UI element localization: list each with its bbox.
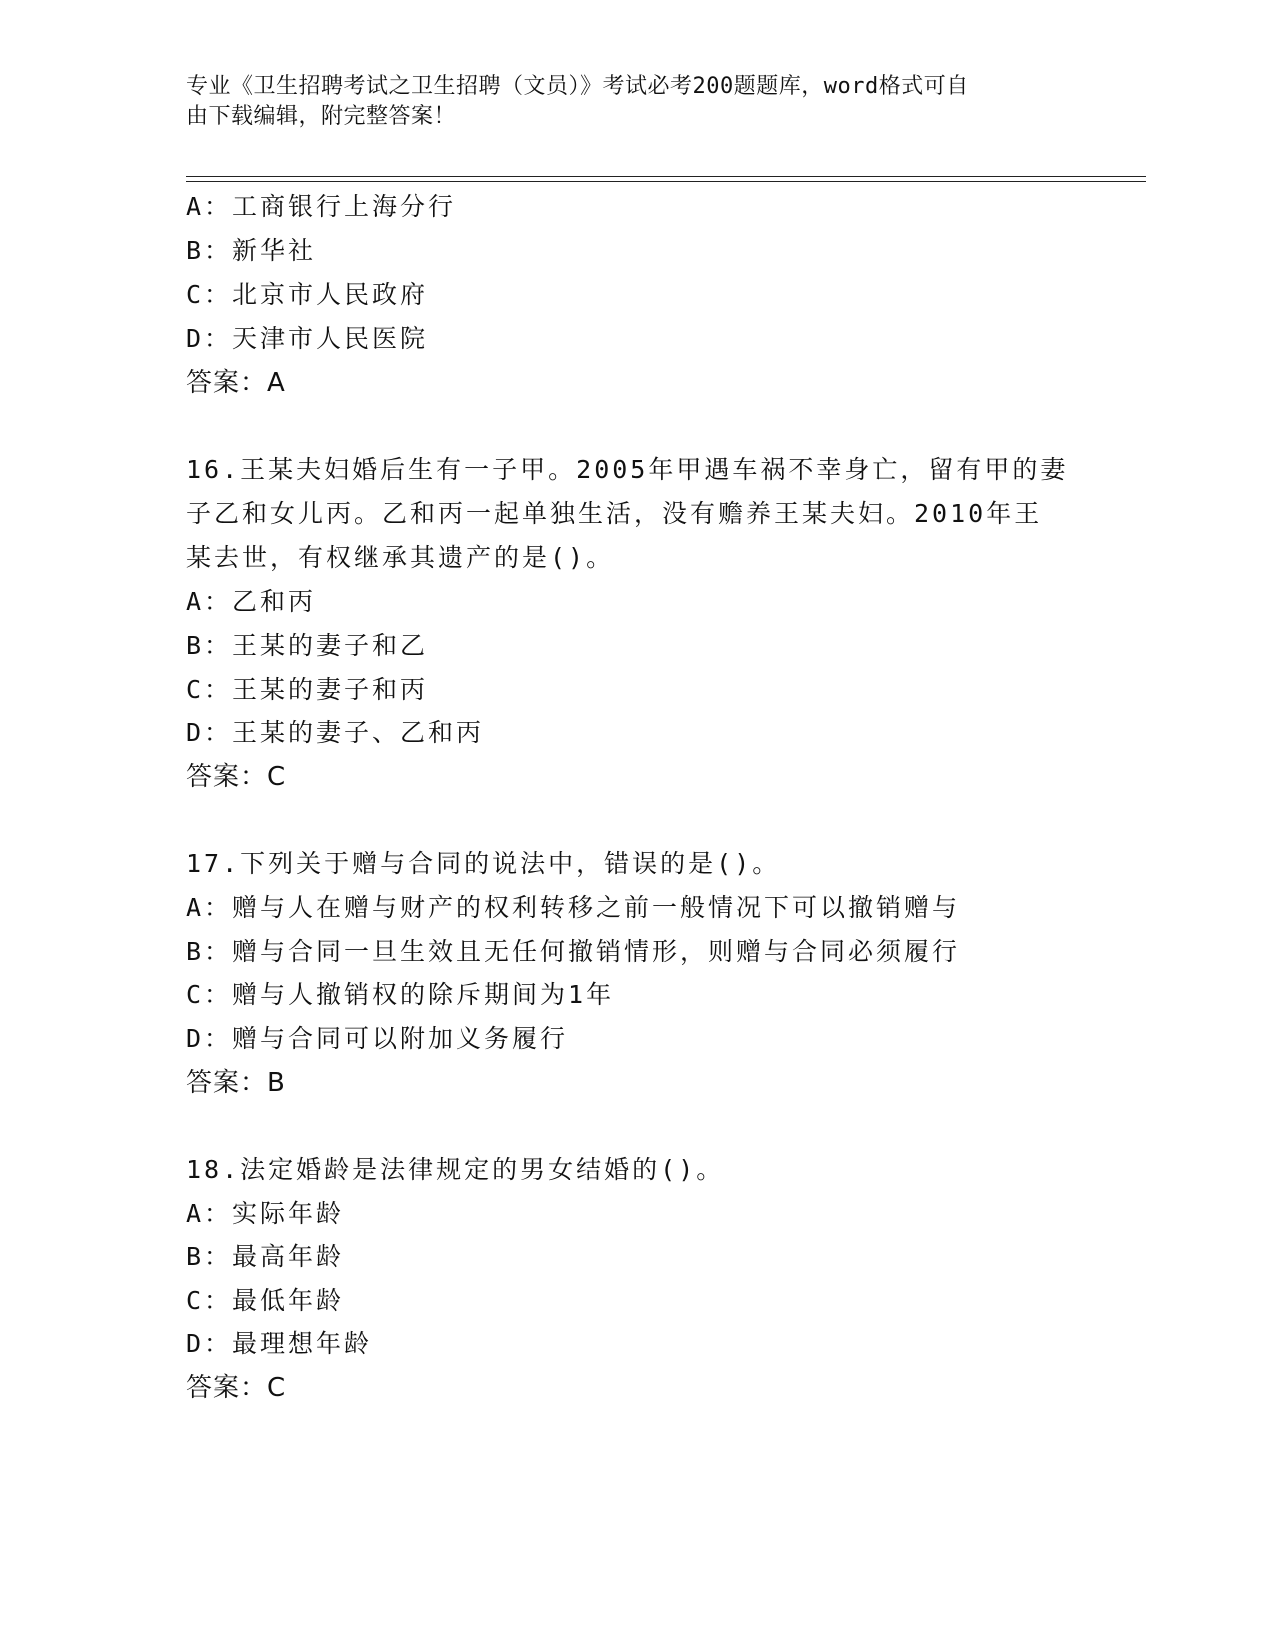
q17-stem-line-1: 17.下列关于赠与合同的说法中，错误的是()。	[186, 849, 781, 878]
q17-answer: 答案：B	[186, 1068, 286, 1098]
q16-option-b: B：王某的妻子和乙	[186, 631, 429, 660]
q16-answer: 答案：C	[186, 762, 287, 792]
q17-option-a: A：赠与人在赠与财产的权利转移之前一般情况下可以撤销赠与	[186, 893, 961, 922]
q18-answer: 答案：C	[186, 1373, 287, 1403]
q16-stem-line-2: 子乙和女儿丙。乙和丙一起单独生活，没有赡养王某夫妇。2010年王	[186, 499, 1043, 528]
q16-stem-line-1: 16.王某夫妇婚后生有一子甲。2005年甲遇车祸不幸身亡，留有甲的妻	[186, 455, 1069, 484]
header-divider-bottom	[186, 181, 1146, 182]
q16-option-a: A：乙和丙	[186, 587, 317, 616]
q17-option-b: B：赠与合同一旦生效且无任何撤销情形，则赠与合同必须履行	[186, 937, 961, 966]
q18-option-a: A：实际年龄	[186, 1199, 345, 1228]
prev-option-c: C：北京市人民政府	[186, 280, 429, 309]
prev-option-b: B：新华社	[186, 236, 317, 265]
q16-stem-line-3: 某去世，有权继承其遗产的是()。	[186, 543, 615, 572]
header-line-2: 由下载编辑，附完整答案！	[186, 104, 457, 129]
prev-option-d: D：天津市人民医院	[186, 324, 429, 353]
q18-option-c: C：最低年龄	[186, 1286, 345, 1315]
q17-option-d: D：赠与合同可以附加义务履行	[186, 1024, 569, 1053]
header-line-1: 专业《卫生招聘考试之卫生招聘（文员）》考试必考200题题库，word格式可自	[186, 74, 969, 99]
q18-option-b: B：最高年龄	[186, 1242, 345, 1271]
prev-answer: 答案：A	[186, 368, 286, 398]
prev-option-a: A：工商银行上海分行	[186, 192, 457, 221]
header-divider-top	[186, 176, 1146, 177]
q16-option-d: D：王某的妻子、乙和丙	[186, 718, 485, 747]
document-header	[186, 72, 1086, 132]
q18-option-d: D：最理想年龄	[186, 1329, 373, 1358]
q18-stem-line-1: 18.法定婚龄是法律规定的男女结婚的()。	[186, 1155, 725, 1184]
q16-option-c: C：王某的妻子和丙	[186, 675, 429, 704]
q17-option-c: C：赠与人撤销权的除斥期间为1年	[186, 980, 615, 1009]
